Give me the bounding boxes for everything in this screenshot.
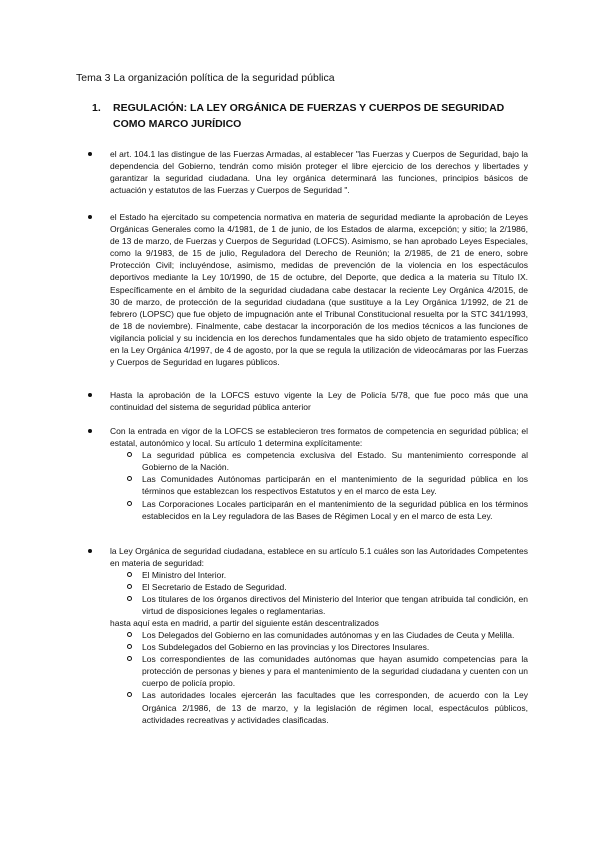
circle-bullet-icon — [127, 692, 132, 697]
circle-bullet-icon — [127, 452, 132, 457]
sub-list-item: Los Delegados del Gobierno en las comunidades autónomas y en las Ciudades de Ceuta y Melilla. — [142, 629, 528, 641]
bullet-icon — [88, 549, 92, 553]
note-text: hasta aquí esta en madrid, a partir del siguiente están descentralizados — [110, 618, 379, 628]
bullet-icon — [88, 429, 92, 433]
sub-list-item: Las Corporaciones Locales participarán en el mantenimiento de la seguridad pública en los términos establecidos en la Ley reguladora de las Bases de Régimen Local y en el marco de esta Ley. — [142, 498, 528, 522]
section-heading-text: REGULACIÓN: LA LEY ORGÁNICA DE FUERZAS Y CUERPOS DE SEGURIDAD COMO MARCO JURÍDICO — [113, 102, 505, 130]
sub-list-item: El Secretario de Estado de Seguridad. — [142, 581, 528, 593]
circle-bullet-icon — [127, 501, 132, 506]
list-item — [110, 211, 528, 368]
circle-bullet-icon — [127, 596, 132, 601]
sub-list — [110, 629, 528, 726]
list-item — [110, 148, 528, 196]
sub-list-item: Los correspondientes de las comunidades autónomas que hayan asumido competencias para la protección de personas y bienes y para el mantenimiento de la seguridad ciudadana y cuenten con un cuerpo de policía propio. — [142, 653, 528, 689]
sub-list-item: La seguridad pública es competencia exclusiva del Estado. Su mantenimiento corresponde al Gobierno de la Nación. — [142, 449, 528, 473]
sub-list-item: Las Comunidades Autónomas participarán en el mantenimiento de la seguridad pública en los términos que establezcan los respectivos Estatutos y en el marco de esta Ley. — [142, 473, 528, 497]
bullet-icon — [88, 393, 92, 397]
circle-bullet-icon — [127, 644, 132, 649]
list-item-text: Hasta la aprobación de la LOFCS estuvo vigente la Ley de Policía 5/78, que fue poco más que una continuidad del sistema de seguridad pública anterior — [110, 390, 528, 413]
bullet-icon — [88, 152, 92, 156]
list-item-text: el art. 104.1 las distingue de las Fuerzas Armadas, al establecer "las Fuerzas y Cuerpos de Seguridad, bajo la dependencia del Gobierno, tendrán como misión proteger el libre ejercicio de los derechos y libertades y garantizar la seguridad ciudadana. Una ley orgánica determinará las funciones, principios básicos de actuación y estatutos de las Fuerzas y Cuerpos de Seguridad ". — [110, 149, 528, 196]
circle-bullet-icon — [127, 572, 132, 577]
circle-bullet-icon — [127, 632, 132, 637]
sub-list-item: Las autoridades locales ejercerán las facultades que les corresponden, de acuerdo con la Ley Orgánica 2/1986, de 13 de marzo, y la legislación de régimen local, espectáculos públicos, actividades recreativas y actividades clasificadas. — [142, 689, 528, 725]
document-title: Tema 3 La organización política de la seguridad pública — [76, 72, 335, 84]
sub-list-item: Los titulares de los órganos directivos del Ministerio del Interior que tengan atribuida tal condición, en virtud de disposiciones legales o reglamentarias. — [142, 593, 528, 617]
list-item-text: la Ley Orgánica de seguridad ciudadana, establece en su artículo 5.1 cuáles son las Autoridades Competentes en materia de seguridad: — [110, 546, 528, 569]
list-item — [110, 425, 528, 522]
sub-list-item: El Ministro del Interior. — [142, 569, 528, 581]
section-heading — [92, 100, 532, 132]
list-item — [110, 389, 528, 413]
circle-bullet-icon — [127, 656, 132, 661]
list-item-text: Con la entrada en vigor de la LOFCS se establecieron tres formatos de competencia en seguridad pública; el estatal, autonómico y local. Su artículo 1 determina explícitamente: — [110, 426, 528, 449]
circle-bullet-icon — [127, 476, 132, 481]
list-item-text: el Estado ha ejercitado su competencia normativa en materia de seguridad mediante la aprobación de Leyes Orgánicas Generales como la 4/1981, de 1 de junio, de los Estados de alarma, excepción; y sitio; la 2/1986, de 13 de marzo, de Fuerzas y Cuerpos de Seguridad (LOFCS). Asimismo, se han aprobado Leyes Especiales, como la 9/1983, de 15 de julio, Reguladora del Derecho de Reunión; la 2/1985, de 21 de enero, sobre Protección Civil; incluyéndose, asimismo, medidas de prevención de la violencia en los espectáculos deportivos mediante la Ley 10/1990, de 15 de octubre, del Deporte, que dedica a la materia su Título IX. Específicamente en el ámbito de la seguridad ciudadana cabe destacar la reciente Ley Orgánica 4/2015, de 30 de marzo, de protección de la seguridad ciudadana (que sustituye a la Ley Orgánica 1/1992, de 21 de febrero (LOPSC) que fue objeto de impugnación ante el Tribunal Constitucional resuelta por la STC 341/1993, de 18 de noviembre). Finalmente, cabe destacar la incorporación de los medios técnicos a las funciones de vigilancia policial y su incidencia en los derechos fundamentales que ha sido objeto de tratamiento específico en la Ley Orgánica 4/1997, de 4 de agosto, por la que se regula la utilización de videocámaras por las Fuerzas y Cuerpos de Seguridad en lugares públicos. — [110, 212, 528, 368]
sub-list-item: Los Subdelegados del Gobierno en las provincias y los Directores Insulares. — [142, 641, 528, 653]
circle-bullet-icon — [127, 584, 132, 589]
list-item — [110, 545, 528, 618]
section-number: 1. — [92, 102, 101, 114]
bullet-icon — [88, 215, 92, 219]
